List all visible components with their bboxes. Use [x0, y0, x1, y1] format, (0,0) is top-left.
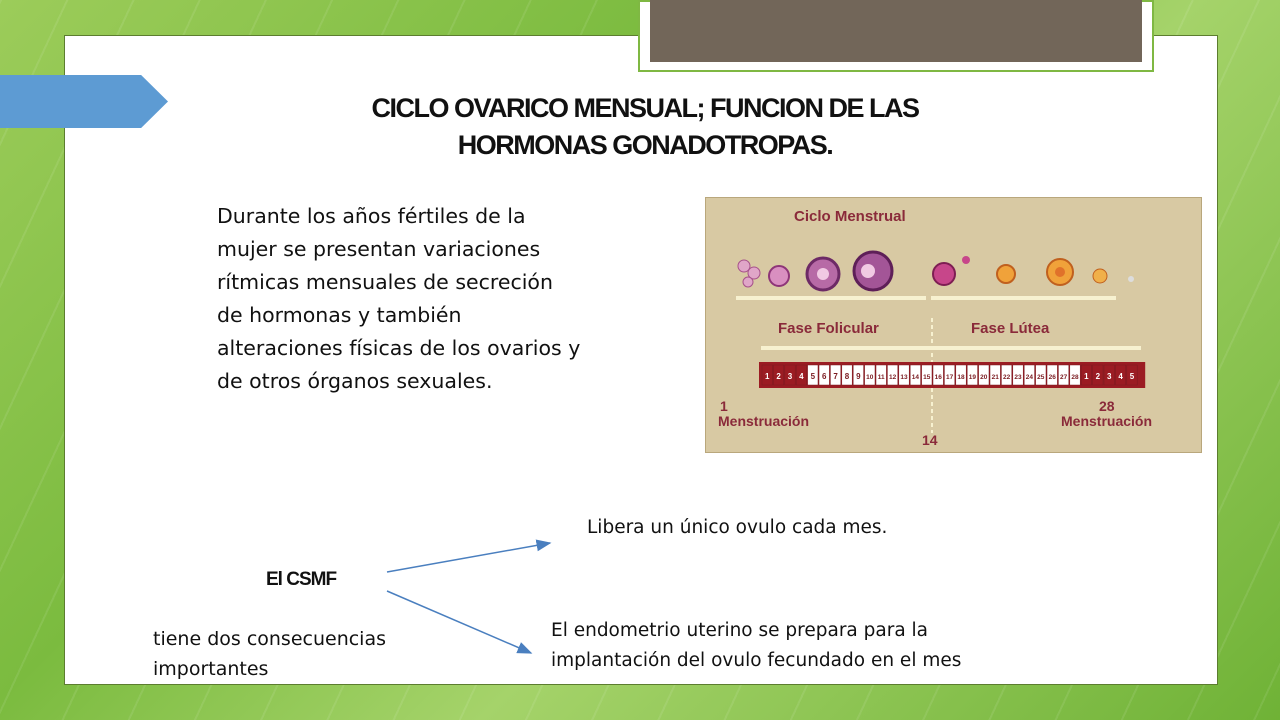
day-number: 6 [821, 372, 827, 381]
day-number: 2 [1095, 372, 1101, 381]
day-number: 17 [945, 374, 954, 381]
day-number: 22 [1002, 374, 1011, 381]
end-day-number: 28 [1099, 398, 1115, 414]
effect-1-text [587, 513, 887, 543]
day-number: 1 [1084, 372, 1089, 381]
paragraph-line: alteraciones físicas de los ovarios y [217, 336, 581, 360]
day-number: 13 [900, 374, 908, 381]
day-number: 26 [1048, 374, 1056, 381]
effect-2-line: El endometrio uterino se prepara para la [551, 620, 929, 641]
day-number: 20 [980, 374, 988, 381]
day-number: 24 [1025, 374, 1034, 381]
paragraph-line: mujer se presentan variaciones [217, 237, 541, 261]
arrow-to-effect-1 [387, 543, 550, 572]
day-number: 19 [968, 374, 977, 381]
paragraph-line: de otros órganos sexuales. [217, 369, 493, 393]
caption-line: tiene dos consecuencias [153, 628, 387, 650]
paragraph-line: rítmicas mensuales de secreción [217, 270, 553, 294]
phase-follicular-label: Fase Folicular [778, 320, 879, 337]
day-number: 2 [776, 372, 781, 381]
title-line-2: HORMONAS GONADOTROPAS. [457, 130, 833, 160]
day-number: 8 [844, 372, 850, 381]
day-number: 3 [1106, 372, 1112, 381]
day-number: 5 [810, 372, 816, 381]
paragraph-line: de hormonas y también [217, 303, 462, 327]
day-number: 14 [911, 374, 920, 381]
day-number: 21 [991, 374, 999, 381]
day-number: 28 [1071, 374, 1079, 381]
figure-title: Ciclo Menstrual [794, 208, 906, 225]
day-number: 23 [1014, 374, 1022, 381]
effect-1-line: Libera un único ovulo cada mes. [587, 517, 888, 538]
phase-luteal-label: Fase Lútea [971, 320, 1050, 337]
day-number: 25 [1037, 374, 1045, 381]
day-number: 7 [833, 372, 838, 381]
day-number: 16 [934, 374, 942, 381]
day-number: 4 [799, 372, 804, 381]
day-number: 10 [866, 374, 874, 381]
day-number: 4 [1118, 372, 1123, 381]
day-number: 15 [923, 374, 931, 381]
right-menstruation-label: Menstruación [1061, 413, 1153, 429]
start-day-number: 1 [720, 398, 728, 414]
day-number: 12 [888, 374, 897, 381]
paragraph-line: Durante los años fértiles de la [217, 204, 526, 228]
effect-2-line: implantación del ovulo fecundado en el mes [551, 650, 962, 671]
day-number: 3 [787, 372, 793, 381]
ovulation-day-label: 14 [922, 432, 938, 448]
day-number: 27 [1059, 374, 1068, 381]
day-number: 5 [1129, 372, 1135, 381]
diagram-source-caption [153, 624, 386, 684]
arrow-to-effect-2 [387, 591, 531, 653]
title-line-1: CICLO OVARICO MENSUAL; FUNCION DE LAS [371, 93, 919, 123]
diagram-source-label: El CSMF [266, 569, 337, 590]
day-number: 9 [856, 372, 861, 381]
day-number: 18 [957, 374, 965, 381]
day-number: 11 [877, 374, 885, 381]
caption-line: importantes [153, 658, 269, 680]
left-menstruation-label: Menstruación [718, 413, 810, 429]
day-number: 1 [764, 372, 770, 381]
effect-2-text [551, 616, 961, 676]
